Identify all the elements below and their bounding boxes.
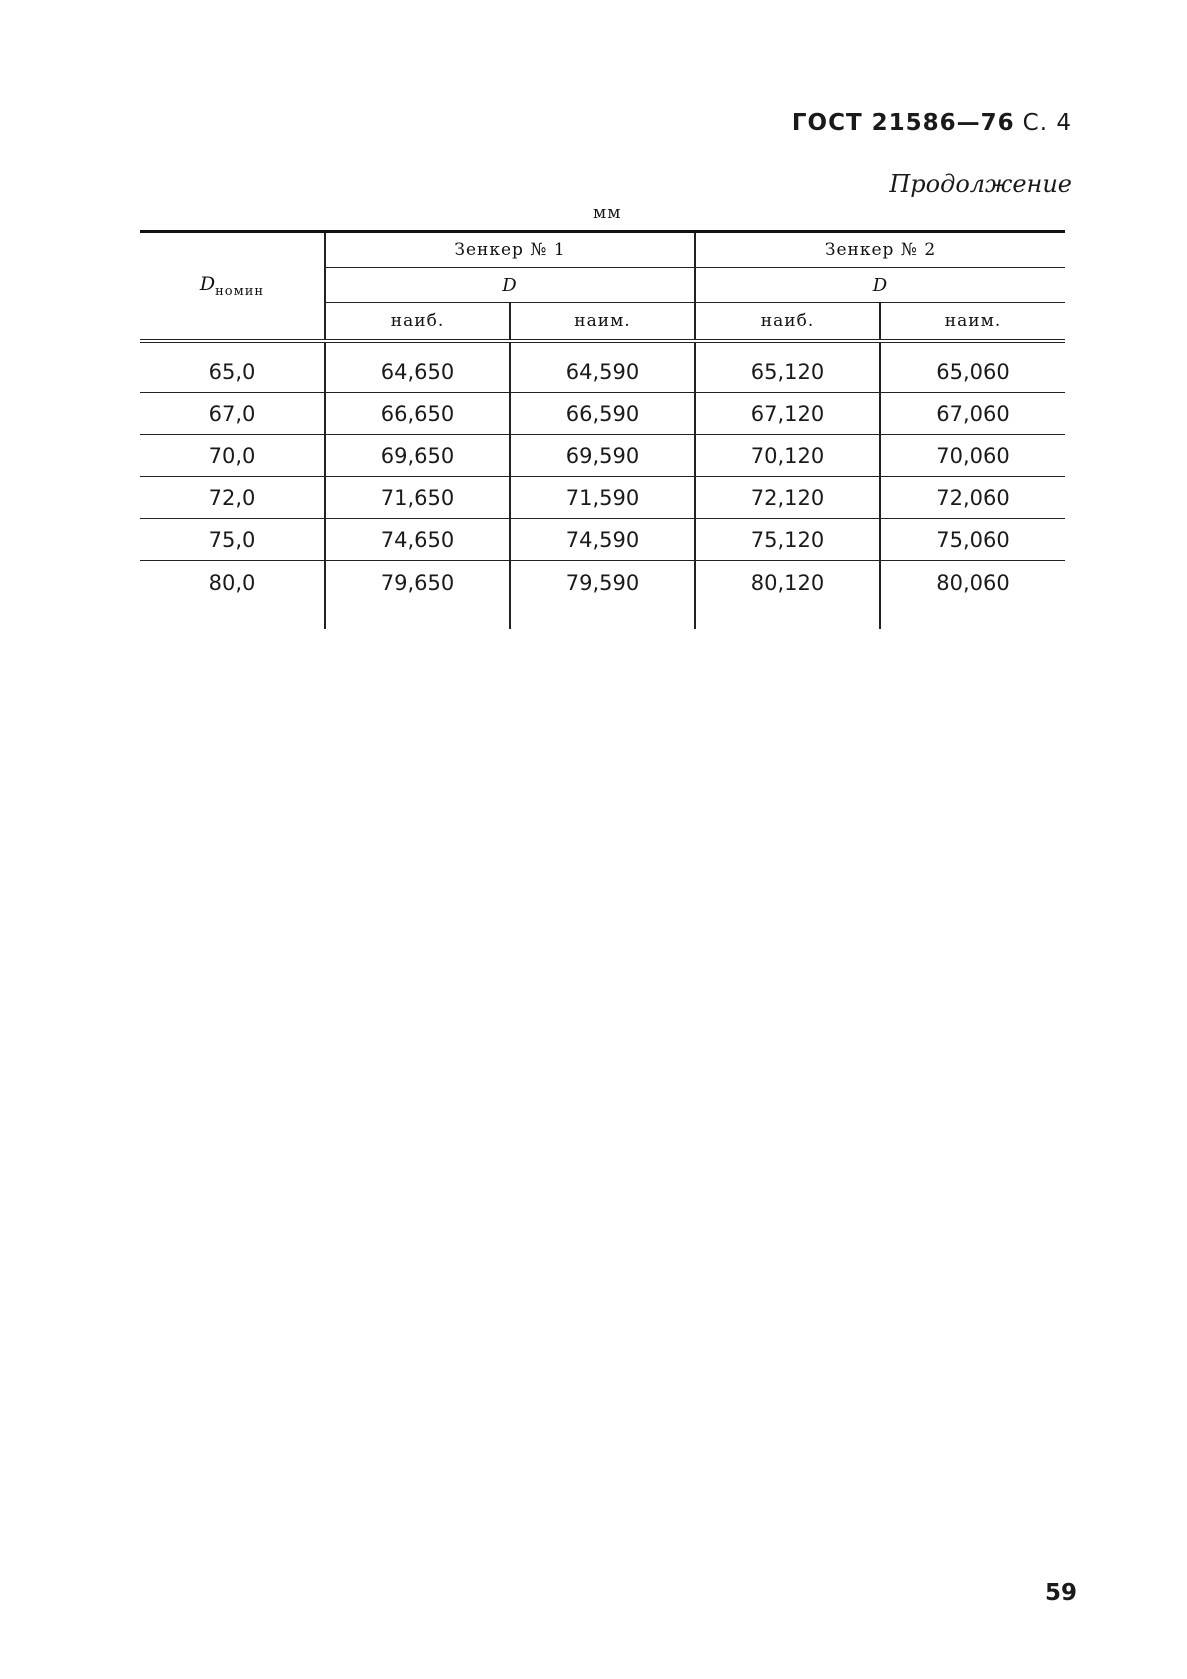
- table-row: [140, 477, 1065, 519]
- table-row: [140, 561, 1065, 630]
- z1-min-cell: 64,590: [510, 341, 695, 393]
- z1-min-cell: 69,590: [510, 435, 695, 477]
- nominal-cell: 80,0: [208, 571, 256, 595]
- z2-max-header: наиб.: [695, 303, 880, 342]
- countersink-1-header: Зенкер № 1: [325, 232, 695, 268]
- z2-max-cell: 75,120: [695, 519, 880, 561]
- nominal-symbol: D: [199, 273, 216, 296]
- countersink-1-diameter-header: D: [325, 268, 695, 303]
- nominal-subscript: номин: [215, 283, 265, 299]
- z1-max-cell: 66,650: [325, 393, 510, 435]
- nominal-diameter-header: [140, 232, 325, 342]
- z2-min-cell: 65,060: [880, 341, 1065, 393]
- nominal-cell: 72,0: [140, 477, 325, 519]
- z2-min-cell: 80,060: [880, 561, 1065, 630]
- z2-min-cell: 70,060: [880, 435, 1065, 477]
- z2-min-cell: 72,060: [880, 477, 1065, 519]
- z2-min-header: наим.: [880, 303, 1065, 342]
- table-row: [140, 341, 1065, 393]
- dimensions-table: [140, 230, 1065, 629]
- z1-max-cell: 79,650: [325, 561, 510, 630]
- z1-min-cell: 79,590: [510, 561, 695, 630]
- table-row: [140, 519, 1065, 561]
- z2-min-cell: 67,060: [880, 393, 1065, 435]
- z2-max-cell: 67,120: [695, 393, 880, 435]
- countersink-2-diameter-header: D: [695, 268, 1065, 303]
- z2-max-cell: 72,120: [695, 477, 880, 519]
- z1-max-cell: 64,650: [325, 341, 510, 393]
- page-number: 59: [1044, 1580, 1077, 1606]
- z1-max-cell: 74,650: [325, 519, 510, 561]
- continuation-label: Продолжение: [889, 170, 1072, 198]
- table-row: [140, 393, 1065, 435]
- z2-max-cell: 80,120: [695, 561, 880, 630]
- nominal-cell: 67,0: [140, 393, 325, 435]
- z1-max-cell: 69,650: [325, 435, 510, 477]
- z2-min-cell: 75,060: [880, 519, 1065, 561]
- header-row-groups: [140, 232, 1065, 268]
- countersink-2-header: Зенкер № 2: [695, 232, 1065, 268]
- z1-max-header: наиб.: [325, 303, 510, 342]
- page-reference: С. 4: [1022, 110, 1072, 136]
- units-label: мм: [593, 203, 622, 223]
- z1-min-cell: 74,590: [510, 519, 695, 561]
- table-row: [140, 435, 1065, 477]
- nominal-cell: 65,0: [140, 341, 325, 393]
- z1-max-cell: 71,650: [325, 477, 510, 519]
- z1-min-cell: 71,590: [510, 477, 695, 519]
- standard-header: [792, 110, 1072, 136]
- standard-code: ГОСТ 21586—76: [791, 110, 1015, 136]
- z1-min-header: наим.: [510, 303, 695, 342]
- z2-max-cell: 70,120: [695, 435, 880, 477]
- z1-min-cell: 66,590: [510, 393, 695, 435]
- nominal-cell: 70,0: [140, 435, 325, 477]
- nominal-cell: 75,0: [140, 519, 325, 561]
- z2-max-cell: 65,120: [695, 341, 880, 393]
